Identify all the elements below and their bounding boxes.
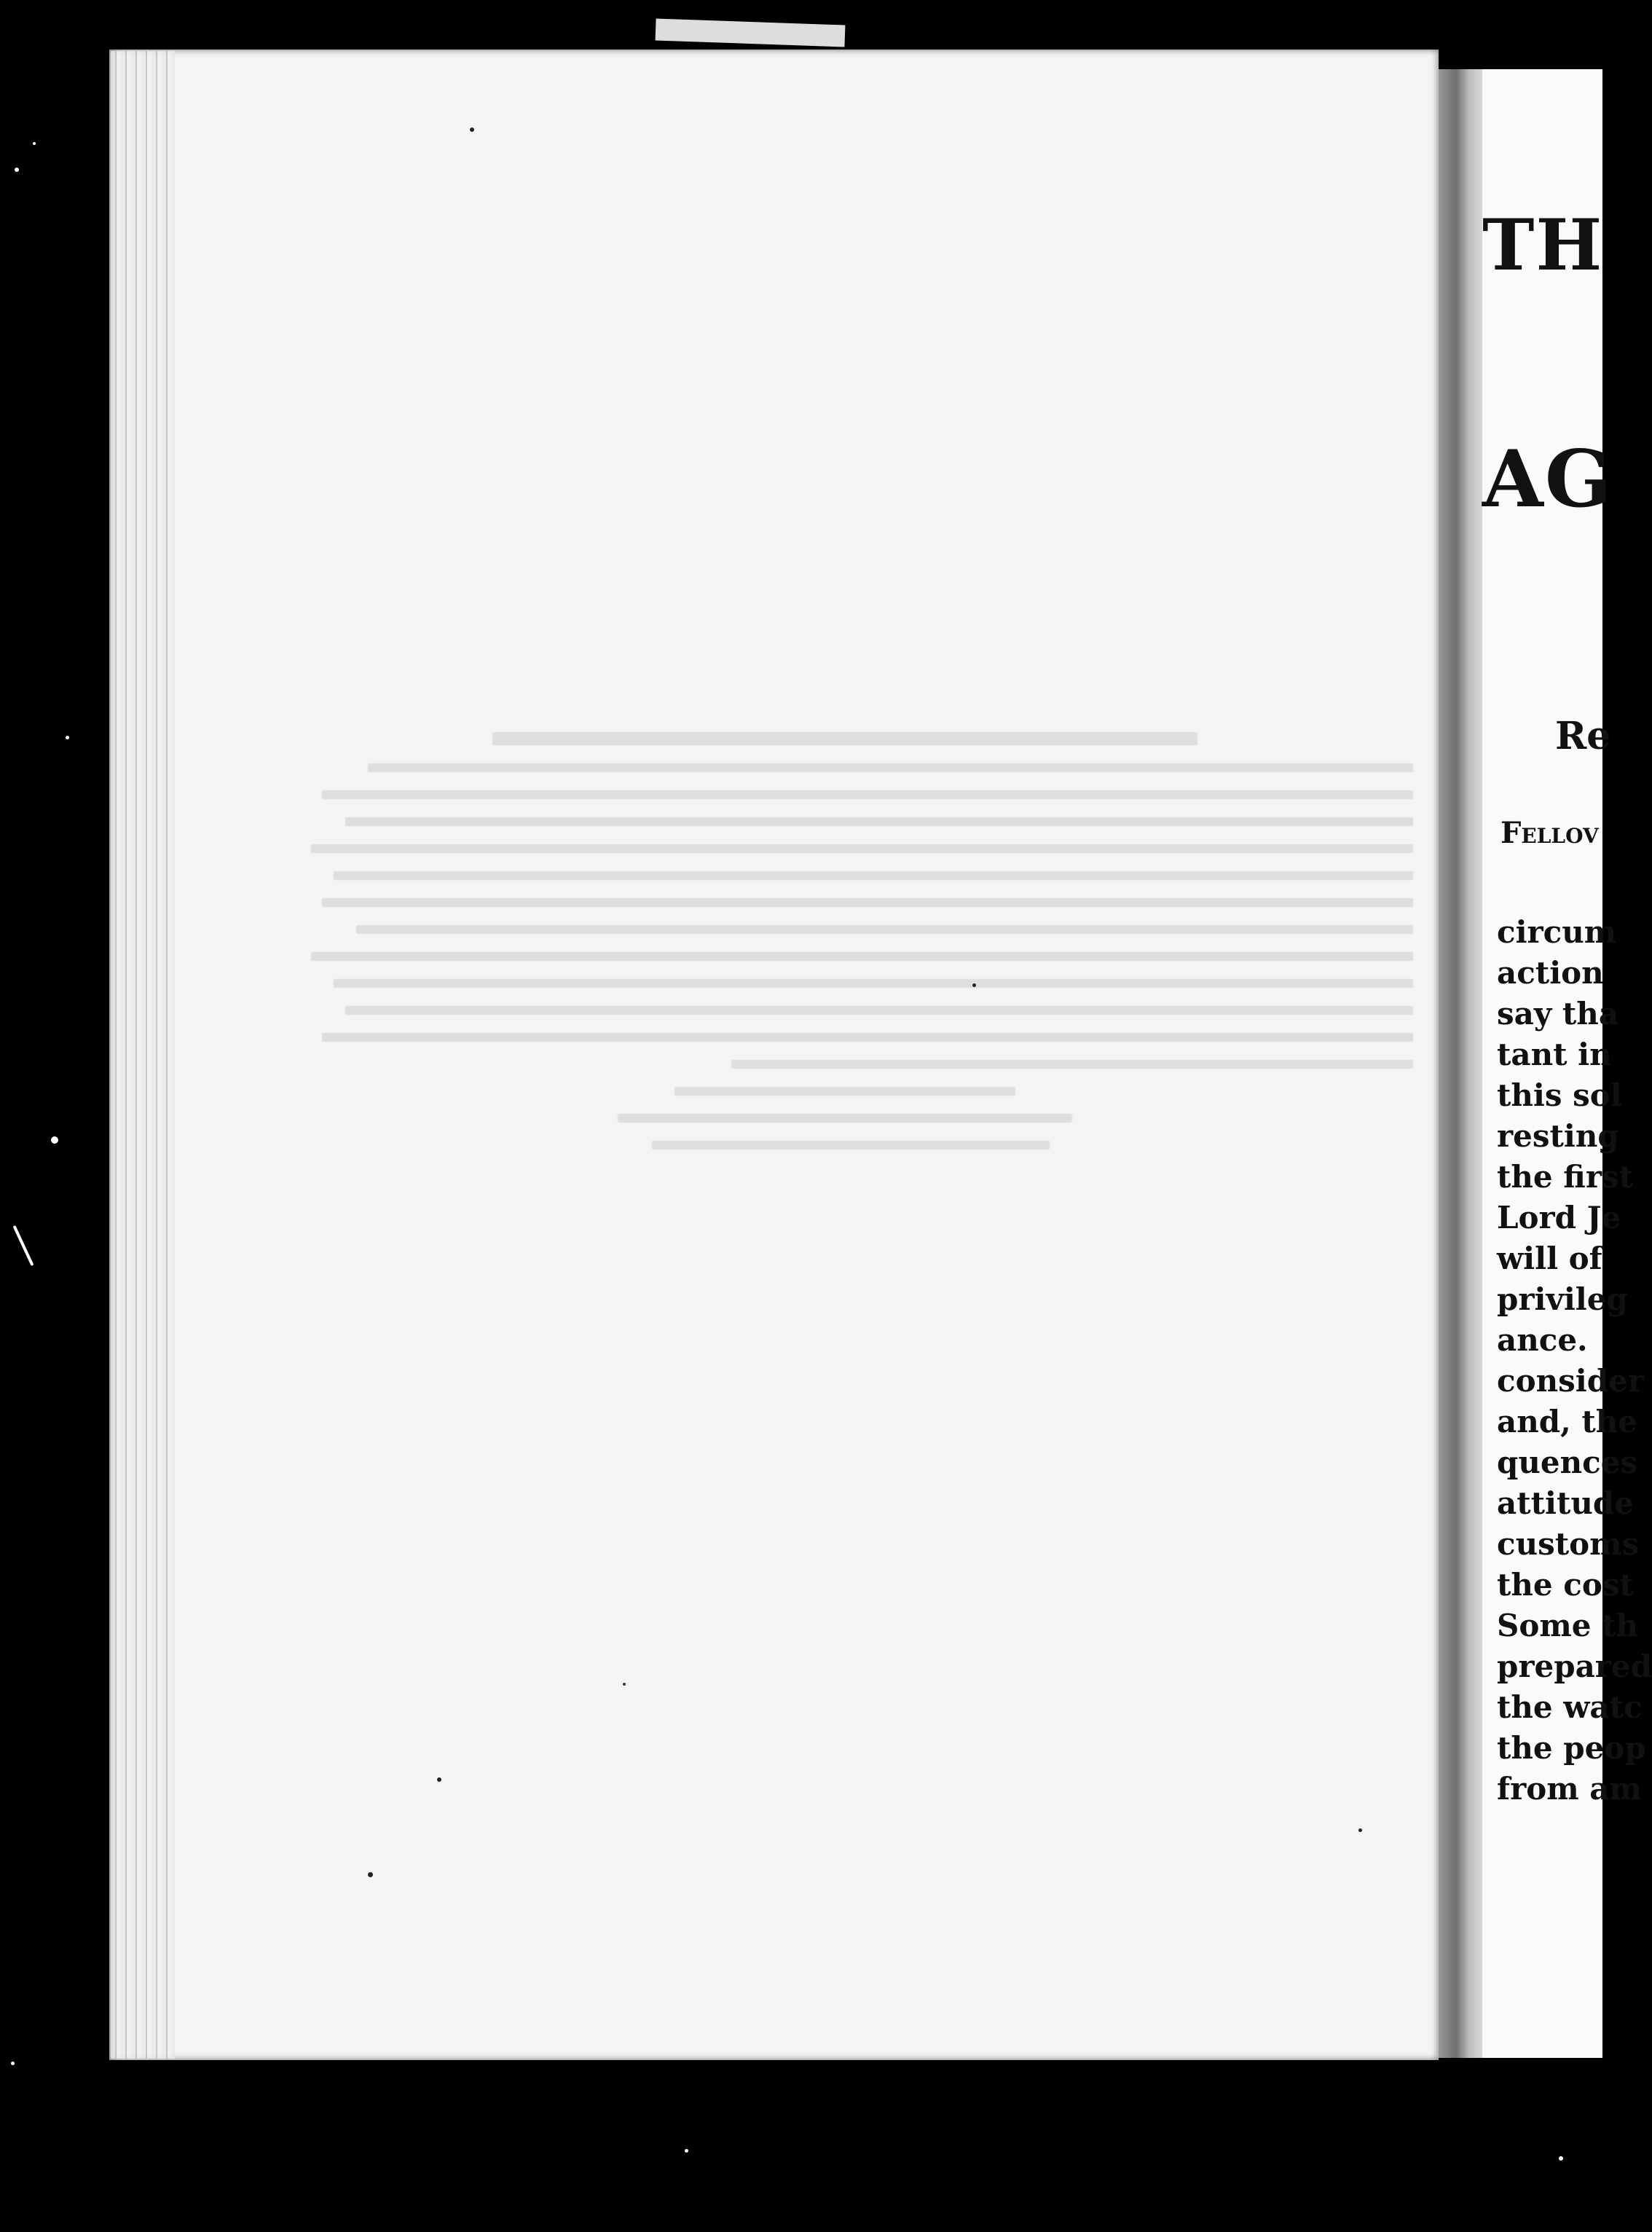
text-line: the watc [1497,1689,1643,1725]
text-line: circum [1497,914,1617,950]
scan-dust [1559,2156,1563,2161]
text-line: tant in [1497,1037,1612,1072]
text-line: say tha [1497,996,1619,1031]
page-speck [1358,1828,1362,1832]
scan-dust [33,142,36,145]
text-line: will of [1497,1241,1602,1276]
text-line: attitude [1497,1485,1634,1521]
page-speck [470,127,474,132]
text-line: prepared [1497,1649,1652,1684]
page-edges [111,51,175,2059]
salutation: Fellov [1500,816,1599,850]
scan-dust [685,2149,688,2153]
text-line: customs [1497,1526,1640,1562]
text-line: the first [1497,1159,1633,1195]
text-line: the cost [1497,1567,1634,1603]
heading-1: TH [1482,204,1604,286]
page-speck [972,983,976,987]
bleed-through-text [277,714,1413,1515]
text-line: quences [1497,1445,1638,1480]
page-speck [368,1872,373,1877]
page-speck [437,1777,441,1782]
text-line: Lord Je [1497,1200,1621,1235]
heading-2: AG [1482,433,1614,525]
text-line: the peop [1497,1730,1646,1766]
text-line: action [1497,955,1604,991]
page-speck [623,1683,626,1686]
scan-dust [15,168,19,172]
scan-dust [66,736,69,739]
scan-dust [11,2062,15,2065]
text-line: ance. [1497,1322,1588,1358]
text-line: from am [1497,1771,1642,1807]
book-spine [1439,69,1482,2058]
subheading: Re [1555,714,1611,758]
text-line: this sol [1497,1077,1622,1113]
text-line: privileg [1497,1281,1628,1317]
text-line: resting [1497,1118,1619,1154]
scan-dust [51,1136,58,1144]
text-line: consider [1497,1363,1644,1399]
text-line: and, the [1497,1404,1638,1439]
right-text-page [1482,69,1652,2058]
text-line: Some th [1497,1608,1639,1643]
